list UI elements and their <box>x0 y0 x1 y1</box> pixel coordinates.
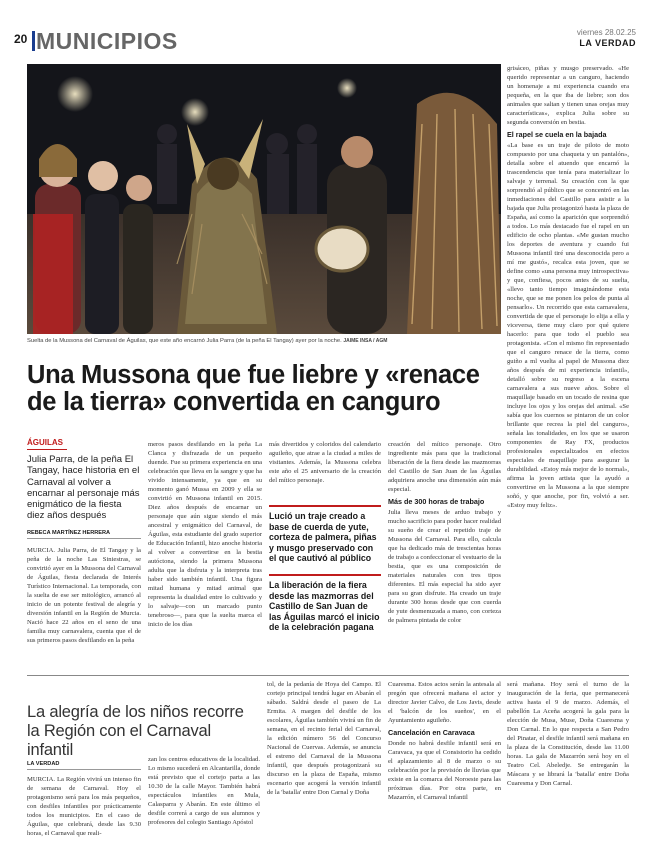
subsection-heading: Más de 300 horas de trabajo <box>388 497 485 506</box>
pull-quotes <box>269 505 381 633</box>
article-column-4 <box>388 440 501 670</box>
article-column-1: MURCIA. Julia Parra, de El Tangay y la peña de la noche Las Siniestras, se convirtió ayer en la Mussona del Carnaval de Águilas, fiesta declarada de Interés Turístico Internacional. La temporada, con la suelta de ese ser mitológico, arrancó al inicio de un potente festival de alegría y diversión infantil en la Región de Murcia. Nació hace 22 años en el seno de una familia muy carnavalera, cuenta que el de sus primeros pasos desfilando en la peña <box>27 547 141 644</box>
pull-quote-rule <box>269 505 381 507</box>
subheadline: Julia Parra, de la peña El Tangay, hace historia en el Carnaval al volver a encarnar al personaje más enigmático de la fiesta diez años después <box>27 454 140 522</box>
pull-quote-2: La liberación de la fiera desde las mazmorras del Castillo de San Juan de las Águilas marcó el inicio de la celebración pagana <box>269 579 380 633</box>
second-column-4-intro: Cuaresma. Estos actos serán la antesala al pregón que ofrecerá mañana el actor y director Javier Calvo, de Los Javis, desde el 'balcón de los sueños', en el Ayuntamiento aguileño. <box>388 681 501 724</box>
column-4-body: Julia lleva meses de arduo trabajo y mucho sacrificio para poder hacer realidad su sueño de crear el repetido traje de Mussona del Carnaval. Para ello, calcula que ha dedicado más de trescientas horas de trabajo a confeccionar el vestuario de la bestia, que es una composición de materiales naturales con tres tipos diferentes. El más especial ha sido ayer para su gran disfrute. Ha creado un traje durante 300 horas desde que con cuerda de yute desmenuzada a mano, con corteza de palmera pintada de color <box>388 509 501 624</box>
photo-credit: JAIME INSA / AGM <box>343 338 388 344</box>
article-column-3: más divertidos y coloridos del calendario aguileño, que atrae a la ciudad a miles de visitantes. Además, la Mussona celebra este año el 25 aniversario de la creación del mítico personaje. <box>269 441 381 484</box>
right-column-body: «La base es un traje de piloto de moto compuesto por una chaqueta y un pantalón», detalla sobre el atuendo que encarnó la trascendencia que tenía para materializar lo salvaje y terrenal. Su creación con la que sorprendió al público que se concentró en las inmediaciones del Castillo para asistir a la bajada que Julia protagonizó hasta la plaza de España, así como la aparición que sorprendió a todos. Lo más destacado fue el rapel en un edificio de ocho plantas. «Me gustan mucho los deportes de aventura y cuando fui Mussona infantil tiré una desconocida pero a mí me gustó», recalca esta joven, que se define como «una persona muy introspectiva» y que, confiesa, pocos antes de su suelta, «llevo tanto tiempo imaginándome esta noche, que se me ponen los pelos de punta al pensarlo». Un recorrido que esta carnavalera, convertida de que el personaje lo elija a ella y viceversa, tiene muy claro por qué quiere hacerlo: para que todo el pueblo sea protagonista. «Con el mismo fin representado que el canguro renace de la tierra, como guiño a ml vuelta al papel de Mussona diez años después de mi experiencia infantil», detalló sobre su regreso a la escena carnavalera a sus nueve años. Sobre el maquillaje basado en un tocado de resina que incluye los ojos y los orejas del animal. «Se sabía que los cuernos se pintaron de un color brillante que recrea la piel del canguro», señala las tonalidades, en los que se usaron componentes de Ray FX, productos profesionales especializados en efectos especiales de maquillaje para asegurar la durabilidad. «Estoy más mejor de lo normal», afirma la joven artista que la ayudó a convertirse en la Mussona a la que siempre soñó, y que anoche, por fin, volvió a ser. «Estoy muy feliz». <box>507 142 629 509</box>
subsection-heading: Cancelación en Caravaca <box>388 728 475 737</box>
second-headline: La alegría de los niños recorre la Región con el Carnaval infantil <box>27 703 244 759</box>
page-header <box>14 28 636 60</box>
second-byline: LA VERDAD <box>27 761 141 770</box>
issue-date: viernes 28.02.25 <box>576 28 636 37</box>
article-column-2: meros pasos desfilando en la peña La Clanca y disfrazada de un pequeño duende. Fue su primera experiencia en una celebración que lleva en la sangre y que ha vivido intensamente, ya que en su momento ganó Mussa en 2009 y ella se convirtió en Mussona infantil en 2015. Diez años después de encarnar un personaje que aún sigue siendo el más ancestral y enigmático del Carnaval, de Águilas, esta estudiante del grado superior de Educación Infantil, hizo anoche historia al volver a convertirse en la bestia autóctona, siendo la primera Mussona adulta que la disfruta y la interpreta tras haber sido también infantil. Una figura mitad humana y mitad animal que representa la dualidad entre lo cultivado y lo salvaje—con un marcado punto tenebroso—, para que la suelta marca el inicio de los días <box>148 441 262 628</box>
photo-caption <box>27 338 501 344</box>
second-column-3: tol, de la pedanía de Hoya del Campo. El cortejo principal tendrá lugar en Abarán el sábado. Saldrá desde el paseo de La Ermita. A margen del desfile de los escolares, Águilas también vivirá un fin de semana, en el recinto ferial del Carnaval, la edición número 56 del Concurso Nacional de Cuervas. Además, se anuncia el estreno del Carnaval de la Mussona infantil, que después protagonizará su discurso en la plaza de España, mismo escenario que acogerá la versión infantil de la 'batalla' entre Don Carnal y Doña <box>267 681 381 796</box>
story-divider <box>27 675 629 676</box>
second-column-2: zan los centros educativos de la localidad. Lo mismo sucederá en Alcantarilla, donde está previsto que el cortejo parta a las 10.30 de la calle Mayor. También habrá espectáculos infantiles en Mula, Calasparra y Abarán. En este último el desfile correrá a cargo de sus alumnos y profesores del colegio Santiago Apóstol <box>148 756 260 826</box>
carnival-photo <box>27 64 501 334</box>
pull-quote-rule <box>269 574 381 576</box>
section-title: MUNICIPIOS <box>36 28 178 54</box>
location-tag: ÁGUILAS <box>27 438 67 450</box>
right-column-intro: grisáceo, piñas y musgo preservado. «He querido representar a un canguro, haciendo un homenaje a mi experiencia cuando era pequeña, en la que iba de liebre; son dos animales que saltan y tienen unas orejas muy características», explica Julia sobre su segunda conversión en bestia. <box>507 65 629 126</box>
main-headline: Una Mussona que fue liebre y «renace de la tierra» convertida en canguro <box>27 361 480 416</box>
byline: REBECA MARTÍNEZ HERRERA <box>27 530 141 539</box>
second-column-4 <box>388 680 501 847</box>
pull-quote-1: Lució un traje creado a base de cuerda de yute, corteza de palmera, piñas y musgo preservado con el que cautivó al público <box>269 511 377 564</box>
second-column-1: MURCIA. La Región vivirá un intenso fin de semana de Carnaval. Hoy el protagonismo será para los más pequeños, con desfiles infantiles por prácticamente todos los municipios. En el caso de Águilas, que celebrará, desde las 9.30 horas, el Carnaval que reali- <box>27 776 141 837</box>
second-column-5: será mañana. Hoy será el turno de la inauguración de la feria, que permanecerá activa hasta el 9 de marzo. Además, el pabellón La Aceña acogerá la gala para la elección de Musa, Muse, Doña Cuaresma y Don Carnal. En lo que respecta a San Pedro del Pinatar, el desfile infantil será mañana en la plaza de la Constitución, desde las 11.00 horas. La gala de Mazarrón será hoy en el Teatro Cel. Abeledje. Se entregarán la Máscara y se librará la 'batalla' entre Doña Cuaresma y Don Carnal. <box>507 681 629 787</box>
second-column-4-body: Donde no habrá desfile infantil será en Caravaca, ya que el Consistorio ha cedido el aplazamiento al 8 de marzo o su celebración por la previsión de lluvias que existe en la comarca del Noroeste para las próximas días. Por otra parte, en Mazarrón, el Carnaval infantil <box>388 740 501 801</box>
newspaper-name: LA VERDAD <box>579 38 636 48</box>
carnival-photo-illustration <box>27 64 501 334</box>
section-bar <box>32 31 35 51</box>
page-number: 20 <box>14 32 28 46</box>
photo-caption-text: Suelta de la Mussona del Carnaval de Águilas, que este año encarnó Julia Parra (de la peña El Tangay) ayer por la noche. <box>27 338 342 344</box>
right-column <box>507 64 629 669</box>
lead-column <box>27 438 141 539</box>
subsection-heading: El rapel se cuela en la bajada <box>507 130 607 139</box>
column-4-intro: creación del mítico personaje. Otro ingrediente más para que la tradicional liberación de la fiera desde las mazmorras del Castillo de San Juan de las Águilas adquiriera anoche una dimensión aún más especial. <box>388 441 501 493</box>
